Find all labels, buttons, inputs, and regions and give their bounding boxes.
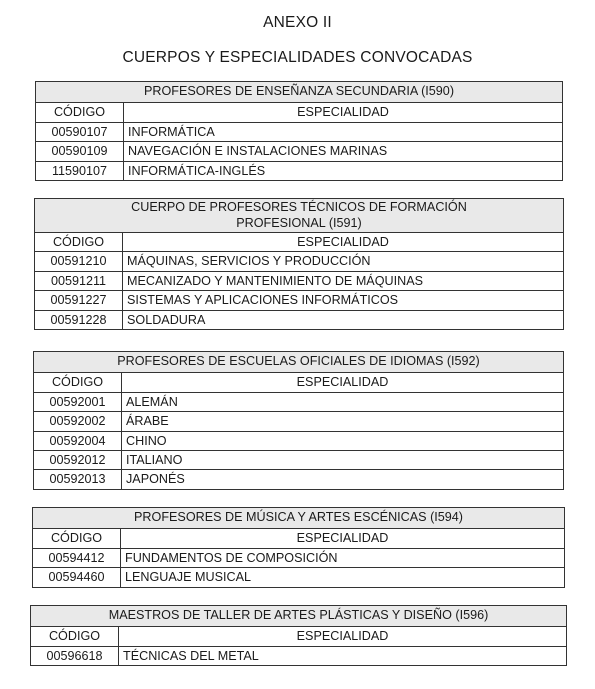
specialty-cell: NAVEGACIÓN E INSTALACIONES MARINAS [124,142,563,161]
specialty-cell: SISTEMAS Y APLICACIONES INFORMÁTICOS [123,291,564,310]
code-cell: 00590107 [36,122,124,141]
table-row [36,161,563,180]
table-row [33,568,565,587]
specialty-cell: LENGUAJE MUSICAL [121,568,565,587]
body-name: PROFESORES DE MÚSICA Y ARTES ESCÉNICAS (I594) [33,508,565,529]
specialty-cell: CHINO [122,431,564,450]
table-row [34,451,564,470]
specialty-cell: ITALIANO [122,451,564,470]
specialty-cell: MÁQUINAS, SERVICIOS Y PRODUCCIÓN [123,252,564,271]
code-cell: 00591210 [35,252,123,271]
code-cell: 00592013 [34,470,122,489]
column-header-row [33,529,565,548]
code-column-header: CÓDIGO [36,103,124,122]
table-row [34,392,564,411]
code-cell: 00592002 [34,412,122,431]
code-cell: 00590109 [36,142,124,161]
table-header-row [33,508,565,529]
document-subtitle: CUERPOS Y ESPECIALIDADES CONVOCADAS [122,49,473,66]
specialty-cell: JAPONÉS [122,470,564,489]
column-header-row [31,627,567,646]
code-cell: 00591228 [35,310,123,329]
table-row [34,412,564,431]
table-header-row [36,82,563,103]
specialty-column-header: ESPECIALIDAD [119,627,567,646]
specialty-cell: SOLDADURA [123,310,564,329]
code-column-header: CÓDIGO [34,373,122,392]
table-row [36,142,563,161]
column-header-row [35,233,564,252]
table-header-row [31,606,567,627]
code-column-header: CÓDIGO [31,627,119,646]
table-row [36,122,563,141]
specialty-cell: INFORMÁTICA-INGLÉS [124,161,563,180]
specialty-column-header: ESPECIALIDAD [122,373,564,392]
column-header-row [36,103,563,122]
table-row [33,548,565,567]
specialty-cell: ÁRABE [122,412,564,431]
table-row [34,431,564,450]
column-header-row [34,373,564,392]
specialty-cell: ALEMÁN [122,392,564,411]
specialty-cell: FUNDAMENTOS DE COMPOSICIÓN [121,548,565,567]
table-row [34,470,564,489]
code-column-header: CÓDIGO [33,529,121,548]
table-i591 [34,198,564,330]
body-name: PROFESORES DE ENSEÑANZA SECUNDARIA (I590) [36,82,563,103]
table-row [35,252,564,271]
body-name: MAESTROS DE TALLER DE ARTES PLÁSTICAS Y DISEÑO (I596) [31,606,567,627]
table-row [31,646,567,665]
code-cell: 00592012 [34,451,122,470]
body-name: PROFESORES DE ESCUELAS OFICIALES DE IDIOMAS (I592) [34,352,564,373]
code-cell: 00591211 [35,271,123,290]
code-cell: 00594460 [33,568,121,587]
code-cell: 00591227 [35,291,123,310]
specialty-cell: TÉCNICAS DEL METAL [119,646,567,665]
code-cell: 00592004 [34,431,122,450]
code-cell: 00592001 [34,392,122,411]
body-name: CUERPO DE PROFESORES TÉCNICOS DE FORMACIÓN PROFESIONAL (I591) [35,199,564,233]
code-cell: 11590107 [36,161,124,180]
table-i596 [30,605,567,666]
table-i592 [33,351,564,490]
table-i590 [35,81,563,181]
table-i594 [32,507,565,588]
specialty-column-header: ESPECIALIDAD [124,103,563,122]
table-row [35,310,564,329]
code-cell: 00594412 [33,548,121,567]
document-title: ANEXO II [263,14,332,31]
table-row [35,291,564,310]
code-column-header: CÓDIGO [35,233,123,252]
specialty-column-header: ESPECIALIDAD [121,529,565,548]
table-row [35,271,564,290]
specialty-cell: MECANIZADO Y MANTENIMIENTO DE MÁQUINAS [123,271,564,290]
specialty-column-header: ESPECIALIDAD [123,233,564,252]
specialty-cell: INFORMÁTICA [124,122,563,141]
table-header-row [34,352,564,373]
code-cell: 00596618 [31,646,119,665]
table-header-row [35,199,564,233]
